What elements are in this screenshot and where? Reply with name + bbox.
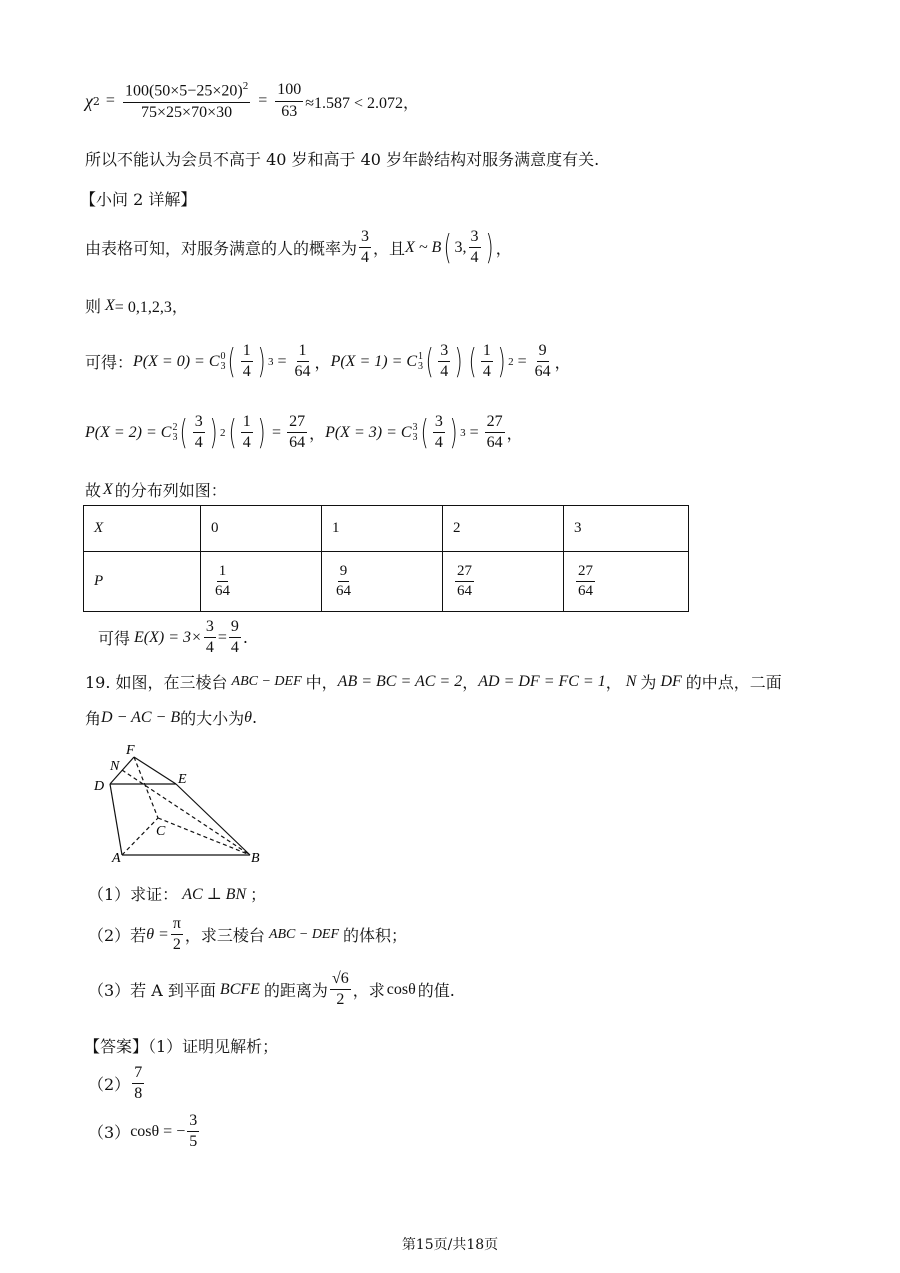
sub2-theta: θ = <box>146 925 169 943</box>
prob-fraction <box>576 563 595 601</box>
table-prob-cell <box>322 552 443 612</box>
edge-eb <box>176 784 250 855</box>
p2-sub: 3 <box>172 431 178 443</box>
sub2-den: 2 <box>172 936 181 954</box>
chi-exp: 2 <box>92 94 100 108</box>
table-header-cell: 0 <box>201 506 322 552</box>
p1-sup: 1 <box>418 350 424 362</box>
sub3-num: √6 <box>330 970 351 990</box>
label-n: N <box>110 759 120 774</box>
p0-res-num: 1 <box>297 342 309 362</box>
chi-frac2-num: 100 <box>275 81 303 101</box>
paren: ( <box>468 341 477 382</box>
expectation-line <box>98 618 248 658</box>
edge-cb-dashed <box>158 818 250 855</box>
page-footer: 第15页/共18页 <box>401 1237 499 1253</box>
exp-n2: 9 <box>229 618 241 638</box>
q19-comma: ， <box>462 673 479 692</box>
p0-res-den: 64 <box>294 363 311 381</box>
answer-2-label: （2） <box>88 1075 131 1095</box>
exp-d1: 4 <box>205 639 214 657</box>
answer-3-lhs: cosθ = − <box>130 1122 186 1140</box>
table-header-x: X <box>84 506 201 552</box>
table-header-cell: 1 <box>322 506 443 552</box>
var-x: X <box>103 480 113 498</box>
table-intro-prefix: 故 <box>85 481 102 500</box>
frac-num: 1 <box>481 342 493 362</box>
label-f: F <box>126 743 135 758</box>
expectation-eq: = <box>217 628 227 646</box>
subquestion-2-header: 【小问 2 详解】 <box>80 190 197 209</box>
sub-question-2 <box>88 915 407 955</box>
prob-den: 64 <box>336 583 351 599</box>
paren: ( <box>420 412 429 453</box>
q19-line1 <box>85 670 782 693</box>
sub-question-3 <box>88 970 455 1010</box>
sub2-tail: 的体积； <box>343 926 408 946</box>
p0-frac <box>241 342 253 382</box>
paren: ( <box>180 412 189 453</box>
sub3-mid2: ，求 <box>352 981 385 1001</box>
q19-text: 的大小为 <box>180 709 245 728</box>
sub2-mid: ，求三棱台 <box>184 926 265 946</box>
paren: ( <box>228 341 237 382</box>
answer-2-frac <box>132 1064 144 1104</box>
p1-result <box>533 342 553 382</box>
q19-text: 中， <box>305 673 338 692</box>
expectation-tail: . <box>242 628 248 648</box>
p1-lhs: P(X = 1) = C <box>330 352 418 370</box>
p3-lhs: P(X = 3) = C <box>325 423 412 441</box>
answer-2-num: 7 <box>132 1064 144 1084</box>
expectation-lhs: E(X) = 3× <box>134 628 202 646</box>
prob-mid: ，且 <box>373 239 406 259</box>
frac-num: 3 <box>438 342 450 362</box>
frac-den: 4 <box>482 363 491 381</box>
table-row-label: P <box>84 552 201 612</box>
q19-equalities-1: AB = BC = AC = 2 <box>337 672 463 690</box>
prob-num: 9 <box>338 563 350 582</box>
exp: 2 <box>220 426 226 439</box>
answer-3-den: 5 <box>189 1133 198 1151</box>
prob-num: 3 <box>359 228 371 248</box>
paren: ) <box>257 341 266 382</box>
chi-denominator: 75×25×70×30 <box>141 103 233 121</box>
values-line <box>85 294 188 317</box>
values-prefix: 则 <box>85 297 102 316</box>
exp: 3 <box>460 426 466 439</box>
label-c: C <box>156 824 166 839</box>
prob-line-2-3 <box>85 413 523 453</box>
prob-fraction <box>359 228 371 268</box>
frac <box>193 413 205 453</box>
frac-den: 4 <box>194 434 203 452</box>
frac-num: 1 <box>241 413 253 433</box>
label-e: E <box>178 772 187 787</box>
expectation-frac1 <box>204 618 216 658</box>
distribution-table <box>83 505 689 612</box>
intro-text: 可得： <box>85 353 134 373</box>
exp: 2 <box>508 355 514 368</box>
p0-result <box>293 342 313 382</box>
sub3-den: 2 <box>336 991 345 1009</box>
edge-ac-dashed <box>122 818 158 855</box>
sub2-frustum: ABC − DEF <box>268 926 340 942</box>
probability-line <box>85 228 512 268</box>
sub2-label: （2）若 <box>88 926 147 946</box>
q19-comma: ， <box>605 673 622 692</box>
binomial-n: 3, <box>454 238 467 256</box>
q19-text: . <box>251 708 258 727</box>
q19-text: 角 <box>85 709 102 728</box>
prob-line-0-1 <box>85 342 571 382</box>
var-x: X <box>105 296 115 314</box>
values-text: = 0,1,2,3， <box>114 299 188 316</box>
table-prob-cell <box>564 552 689 612</box>
equals-sign-2: = <box>258 92 268 110</box>
p2-comb-index <box>171 423 177 443</box>
prob-den: 64 <box>457 583 472 599</box>
q19-text: 为 <box>640 673 657 692</box>
answer-2 <box>88 1064 146 1104</box>
sub2-frac <box>171 915 183 955</box>
q19-point-n: N <box>625 672 637 690</box>
paren: ) <box>209 412 218 453</box>
table-prob-cell <box>201 552 322 612</box>
paren: ) <box>454 341 463 382</box>
p3-res-num: 27 <box>485 413 505 433</box>
p0-lhs: P(X = 0) = C <box>133 352 220 370</box>
q19-dihedral-angle: D − AC − B <box>101 708 181 726</box>
chi-simplified-fraction <box>275 81 303 121</box>
sub1-label: （1）求证： <box>88 885 179 904</box>
table-intro <box>85 478 227 501</box>
sub3-label: （3）若 A 到平面 <box>88 981 216 1001</box>
prob-den: 64 <box>215 583 230 599</box>
binomial-p-den: 4 <box>470 249 479 267</box>
prob-fraction <box>213 563 232 601</box>
prob-den: 64 <box>578 583 593 599</box>
q19-segment-df: DF <box>660 672 682 690</box>
q19-equalities-2: AD = DF = FC = 1 <box>478 672 606 690</box>
prob-prefix: 由表格可知，对服务满意的人的概率为 <box>85 239 358 259</box>
edge-fe <box>134 757 176 784</box>
p3-result <box>485 413 505 453</box>
right-paren: ) <box>485 227 494 268</box>
label-d: D <box>94 779 105 794</box>
q19-frustum: ABC − DEF <box>231 673 302 689</box>
q19-text: 的中点，二面 <box>685 673 782 692</box>
frac-num: 3 <box>433 413 445 433</box>
expectation-frac2 <box>229 618 241 658</box>
chi-square-formula <box>85 80 419 122</box>
prob-fraction <box>334 563 353 601</box>
frac-num: 1 <box>241 342 253 362</box>
expectation-prefix: 可得 <box>98 629 131 649</box>
chi-main-fraction <box>123 80 250 122</box>
prob-fraction <box>455 563 474 601</box>
eq: = <box>517 352 527 370</box>
frac <box>438 342 450 382</box>
frustum-figure <box>88 740 278 870</box>
chi-numerator-exp: 2 <box>242 80 249 92</box>
sub2-num: π <box>171 915 183 935</box>
q19-text: 19. 如图，在三棱台 <box>85 673 228 692</box>
prob-num: 27 <box>576 563 595 582</box>
answer-3-frac <box>187 1112 199 1152</box>
binomial-p-num: 3 <box>469 228 481 248</box>
p2-tail: ， <box>309 424 326 444</box>
exp-n1: 3 <box>204 618 216 638</box>
frac-den: 4 <box>434 434 443 452</box>
p0-tail: ， <box>314 353 331 373</box>
answer-3-label: （3） <box>88 1123 131 1143</box>
sub3-tail: 的值. <box>417 981 455 1001</box>
p3-comb-index <box>412 423 418 443</box>
frac <box>481 342 493 382</box>
answer-1: 【答案】（1）证明见解析； <box>84 1037 279 1056</box>
conclusion-text: 所以不能认为会员不高于 40 岁和高于 40 岁年龄结构对服务满意度有关. <box>85 150 600 169</box>
prob-num: 27 <box>455 563 474 582</box>
frac-den: 4 <box>242 363 251 381</box>
table-intro-suffix: 的分布列如图： <box>114 481 227 500</box>
edge-da <box>110 784 122 855</box>
p3-res-den: 64 <box>486 434 503 452</box>
p1-res-den: 64 <box>534 363 551 381</box>
table-header-cell: 2 <box>443 506 564 552</box>
table-header-cell: 3 <box>564 506 689 552</box>
p2-res-den: 64 <box>289 434 306 452</box>
p2-result <box>287 413 307 453</box>
q19-theta: θ <box>244 708 252 726</box>
paren: ) <box>449 412 458 453</box>
sub-question-1 <box>88 882 266 905</box>
answer-2-den: 8 <box>134 1085 143 1103</box>
chi-result: ≈1.587 < 2.072， <box>305 94 420 112</box>
eq: = <box>469 423 479 441</box>
sub1-tail: ； <box>250 885 267 904</box>
sub3-mid: 的距离为 <box>263 981 328 1001</box>
p0-sup: 0 <box>220 350 226 362</box>
prob-suffix: ， <box>495 239 512 259</box>
table-prob-row <box>84 552 689 612</box>
sub1-expr: AC ⊥ BN <box>182 885 247 903</box>
p0-comb-index <box>219 352 225 372</box>
frac-den: 4 <box>440 363 449 381</box>
paren: ) <box>497 341 506 382</box>
paren: ( <box>228 412 237 453</box>
frac <box>433 413 445 453</box>
p1-tail: ， <box>554 353 571 373</box>
chi-frac2-den: 63 <box>281 102 298 120</box>
equals-sign: = <box>105 92 115 110</box>
p1-sub: 3 <box>418 360 424 372</box>
prob-den: 4 <box>361 249 370 267</box>
p2-sup: 2 <box>172 421 178 433</box>
binomial-dist: ~ B <box>418 238 442 256</box>
p2-lhs: P(X = 2) = C <box>85 423 172 441</box>
answer-3 <box>88 1112 201 1152</box>
sub3-frac <box>330 970 351 1010</box>
p1-comb-index <box>417 352 423 372</box>
binomial-p-fraction <box>469 228 481 268</box>
eq: = <box>277 352 287 370</box>
q19-line2 <box>85 706 257 729</box>
label-b: B <box>251 851 260 866</box>
prob-num: 1 <box>217 563 229 582</box>
p1-res-num: 9 <box>537 342 549 362</box>
eq: = <box>272 423 282 441</box>
paren: ( <box>425 341 434 382</box>
sub3-cos: cosθ <box>386 980 416 998</box>
p2-res-num: 27 <box>287 413 307 433</box>
answer-3-num: 3 <box>187 1112 199 1132</box>
sub3-plane: BCFE <box>219 980 260 998</box>
exp: 3 <box>268 355 274 368</box>
chi-symbol: χ <box>85 90 93 111</box>
p3-tail: ， <box>506 424 523 444</box>
exp-d2: 4 <box>230 639 239 657</box>
var-x: X <box>405 238 415 256</box>
left-paren: ( <box>443 227 452 268</box>
paren: ) <box>257 412 266 453</box>
p3-sub: 3 <box>412 431 418 443</box>
chi-numerator: 100(50×5−25×20) <box>124 82 243 100</box>
label-a: A <box>112 851 121 866</box>
table-header-row <box>84 506 689 552</box>
p3-sup: 3 <box>412 421 418 433</box>
p0-sub: 3 <box>220 360 226 372</box>
edge-fc-dashed <box>134 757 158 818</box>
frac-den: 4 <box>242 434 251 452</box>
table-prob-cell <box>443 552 564 612</box>
frac-num: 3 <box>193 413 205 433</box>
frac <box>241 413 253 453</box>
